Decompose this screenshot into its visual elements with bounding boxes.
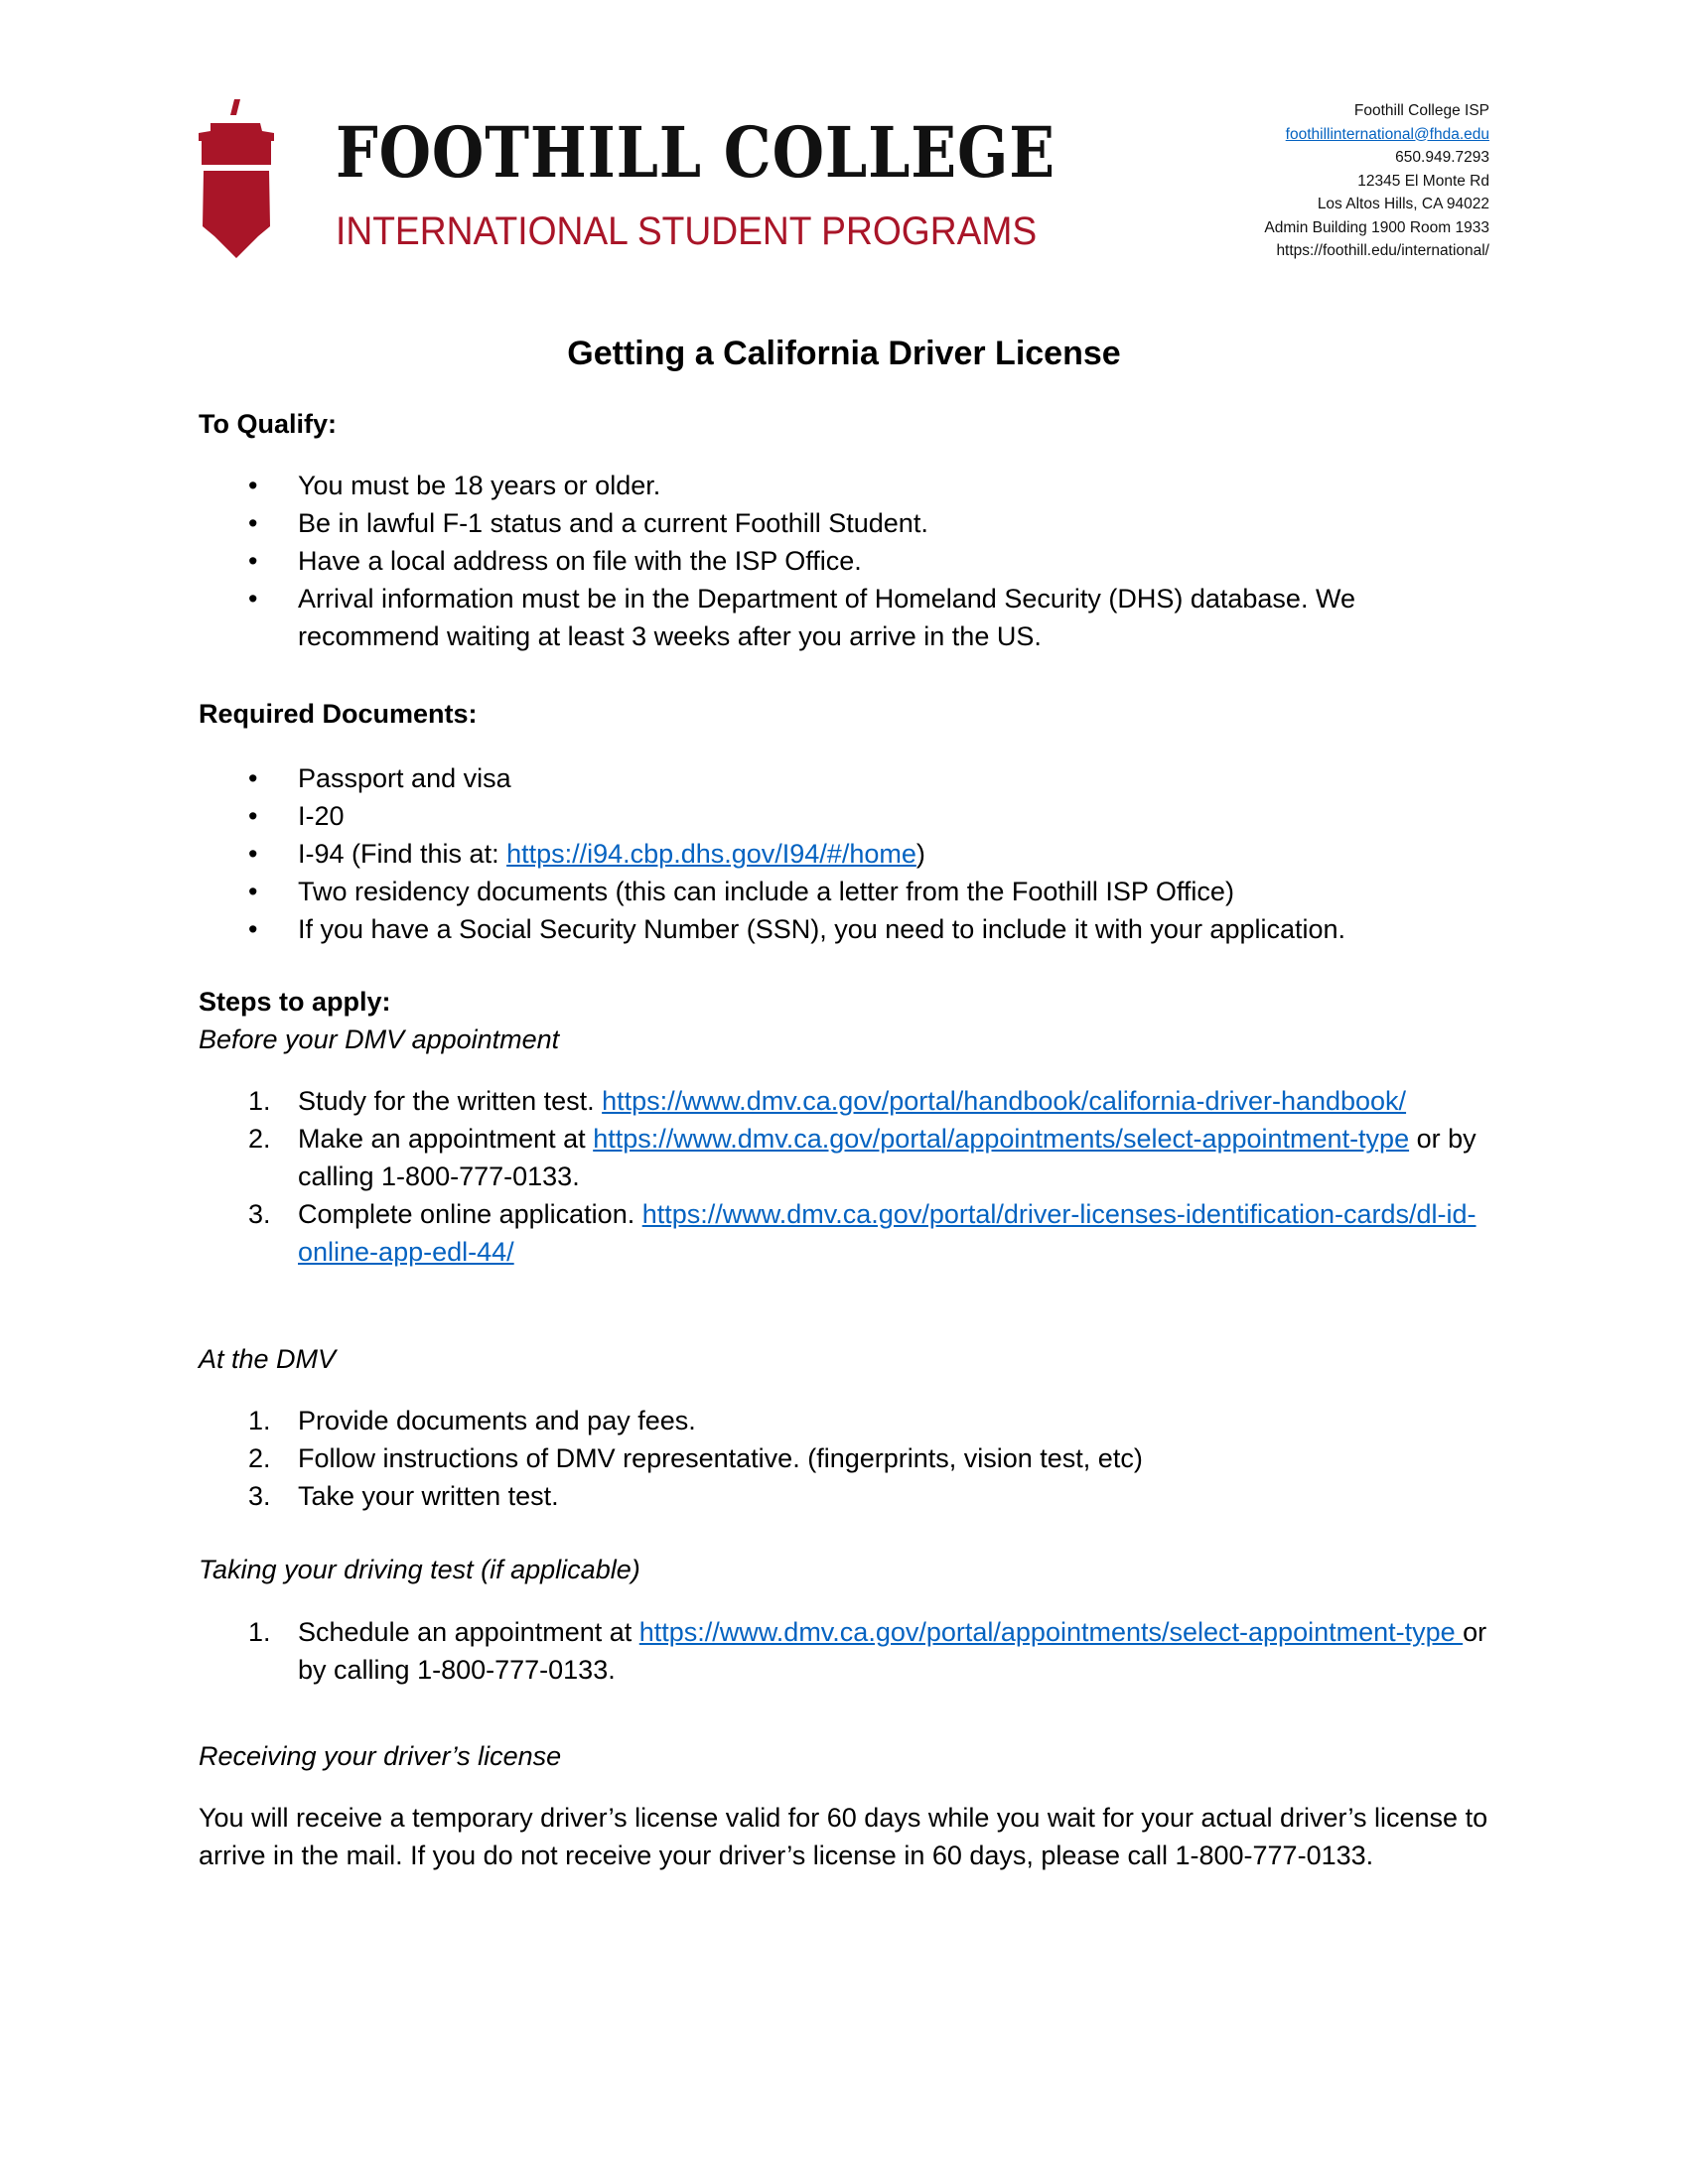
- documents-list: [199, 759, 1489, 948]
- list-item: 3. Take your written test.: [248, 1481, 559, 1511]
- list-item: • You must be 18 years or older.: [199, 467, 1489, 504]
- online-application-link[interactable]: https://www.dmv.ca.gov/portal/driver-licenses-identification-cards/dl-id-online-app-edl-44/: [298, 1199, 1477, 1267]
- bullet-icon: •: [248, 801, 258, 831]
- steps-section: [199, 983, 1489, 1058]
- bullet-icon: •: [248, 763, 258, 793]
- bullet-icon: •: [248, 584, 258, 614]
- qualify-heading: To Qualify:: [199, 409, 337, 439]
- contact-block: [1264, 99, 1489, 263]
- receiving-section: [199, 1737, 1489, 1775]
- list-item: • Be in lawful F-1 status and a current Foothill Student.: [199, 504, 1489, 542]
- document-title: Getting a California Driver License: [567, 335, 1121, 372]
- list-item: 1. Provide documents and pay fees.: [248, 1406, 696, 1435]
- receiving-subheading: Receiving your driver’s license: [199, 1741, 562, 1771]
- receiving-paragraph-section: [199, 1799, 1489, 1874]
- list-item: • I-20: [199, 797, 1489, 835]
- before-dmv-subheading: Before your DMV appointment: [199, 1024, 560, 1054]
- documents-list-section: [199, 759, 1489, 948]
- steps-heading: Steps to apply:: [199, 987, 391, 1017]
- bullet-icon: •: [248, 546, 258, 576]
- qualify-list: [199, 467, 1489, 655]
- driving-test-subheading: Taking your driving test (if applicable): [199, 1555, 640, 1584]
- college-logo: [199, 99, 1132, 258]
- receiving-paragraph: You will receive a temporary driver’s license valid for 60 days while you wait for your actual driver’s license to arrive in the mail. If you do not receive your driver’s license in 60 days, please call 1-800-777-0133.: [199, 1803, 1488, 1870]
- acorn-icon: [199, 99, 274, 258]
- documents-section: [199, 695, 1489, 733]
- list-item: 2. Make an appointment at https://www.dmv.ca.gov/portal/appointments/select-appointment-type or by calling 1-800-777-0133.: [248, 1124, 1477, 1191]
- contact-website: https://foothill.edu/international/: [1276, 242, 1489, 259]
- at-dmv-list: [199, 1402, 1489, 1515]
- driving-test-list-section: [199, 1613, 1489, 1689]
- bullet-icon: •: [248, 471, 258, 500]
- list-item: 1. Schedule an appointment at https://www.dmv.ca.gov/portal/appointments/select-appointment-type or by calling 1-800-777-0133.: [248, 1617, 1487, 1685]
- list-item: • Have a local address on file with the ISP Office.: [199, 542, 1489, 580]
- bullet-icon: •: [248, 508, 258, 538]
- bullet-icon: •: [248, 914, 258, 944]
- bullet-icon: •: [248, 839, 258, 869]
- contact-building: Admin Building 1900 Room 1933: [1264, 218, 1489, 236]
- list-item: • Arrival information must be in the Department of Homeland Security (DHS) database. We recommend waiting at least 3 weeks after you arrive in the US.: [199, 580, 1489, 655]
- driving-test-section: [199, 1551, 1489, 1588]
- qualify-section: [199, 405, 1489, 443]
- appointment-link[interactable]: https://www.dmv.ca.gov/portal/appointments/select-appointment-type: [593, 1124, 1410, 1154]
- contact-phone: 650.949.7293: [1395, 149, 1489, 166]
- bullet-icon: •: [248, 877, 258, 906]
- at-dmv-section: [199, 1340, 1489, 1378]
- before-dmv-list: [199, 1082, 1489, 1271]
- handbook-link[interactable]: https://www.dmv.ca.gov/portal/handbook/california-driver-handbook/: [602, 1086, 1407, 1116]
- driving-test-list: [199, 1613, 1489, 1689]
- driving-test-appointment-link[interactable]: https://www.dmv.ca.gov/portal/appointments/select-appointment-type: [638, 1617, 1464, 1647]
- list-item: 2. Follow instructions of DMV representative. (fingerprints, vision test, etc): [248, 1443, 1143, 1473]
- list-item: • I-94 (Find this at: https://i94.cbp.dhs.gov/I94/#/home): [199, 835, 1489, 873]
- logo-title: FOOTHILL COLLEGE: [336, 111, 1056, 194]
- list-item: • Two residency documents (this can include a letter from the Foothill ISP Office): [199, 873, 1489, 910]
- list-item: 1. Study for the written test. https://www.dmv.ca.gov/portal/handbook/california-driver-handbook/: [248, 1086, 1407, 1116]
- at-dmv-list-section: [199, 1402, 1489, 1515]
- contact-organization: Foothill College ISP: [1353, 102, 1489, 119]
- list-item: 3. Complete online application. https://www.dmv.ca.gov/portal/driver-licenses-identification-cards/dl-id-online-app-edl-44/: [248, 1199, 1477, 1267]
- list-item: • If you have a Social Security Number (SSN), you need to include it with your application.: [199, 910, 1489, 948]
- contact-email-link[interactable]: foothillinternational@fhda.edu: [1285, 125, 1489, 143]
- before-dmv-list-section: [199, 1082, 1489, 1271]
- list-item: • Passport and visa: [199, 759, 1489, 797]
- at-dmv-subheading: At the DMV: [199, 1344, 337, 1374]
- i94-link[interactable]: https://i94.cbp.dhs.gov/I94/#/home: [506, 839, 916, 869]
- contact-city: Los Altos Hills, CA 94022: [1317, 196, 1489, 212]
- contact-street: 12345 El Monte Rd: [1357, 172, 1489, 190]
- qualify-list-section: [199, 467, 1489, 655]
- documents-heading: Required Documents:: [199, 699, 478, 729]
- logo-subtitle: INTERNATIONAL STUDENT PROGRAMS: [336, 209, 1038, 253]
